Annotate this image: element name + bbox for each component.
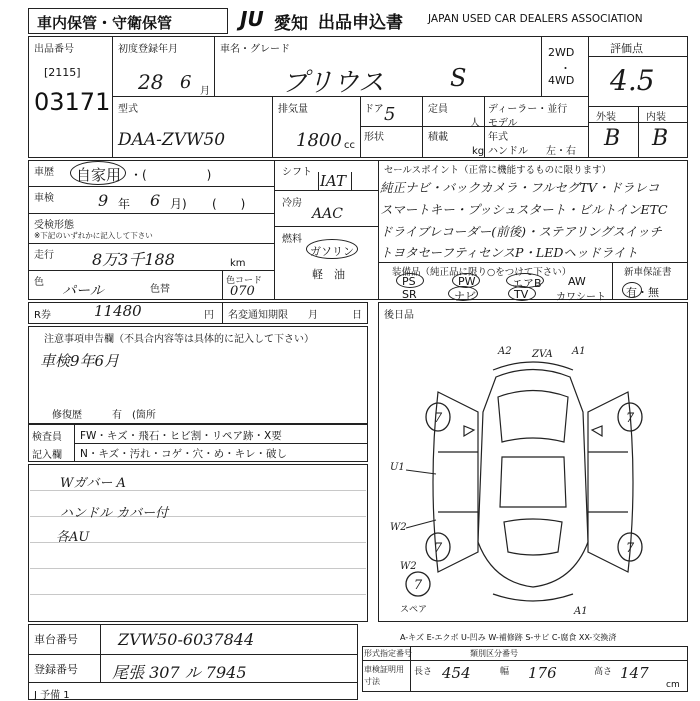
association-name: JAPAN USED CAR DEALERS ASSOCIATION bbox=[428, 13, 643, 25]
cert-label-3: 車検証明用 bbox=[364, 665, 404, 674]
warranty-options: 有・無 bbox=[626, 286, 659, 299]
doors-label: ドア bbox=[364, 104, 384, 115]
dealer-handle-value: 左・右 bbox=[546, 146, 576, 157]
selling-point-line-4: トヨタセーフティセンスP・LEDヘッドライト bbox=[380, 245, 638, 260]
mark-side-w2b: W2 bbox=[400, 561, 417, 572]
mileage-label: 走行 bbox=[34, 250, 54, 261]
shaken-year-unit: 年 bbox=[118, 197, 131, 211]
registration-month-unit: 月 bbox=[200, 86, 210, 97]
registration-label: 初度登録年月 bbox=[118, 44, 178, 55]
chassis-label: 車台番号 bbox=[34, 633, 78, 646]
cert-label-4: 寸法 bbox=[364, 677, 380, 686]
equipment-label: 装備品（純正品に限り○をつけて下さい） bbox=[392, 267, 572, 278]
fuel-gasoline: ガソリン bbox=[310, 245, 354, 258]
plate-value: 尾張 307 ル 7945 bbox=[112, 663, 247, 682]
mark-front-right: A1 bbox=[572, 346, 586, 357]
score-value: 4.5 bbox=[610, 64, 655, 97]
name-change-month: 月 bbox=[308, 310, 318, 321]
color-sub-label: 色替 bbox=[150, 284, 170, 295]
form-title: 出品申込書 bbox=[318, 13, 403, 33]
shaken-label: 車検 bbox=[34, 193, 54, 204]
selling-point-line-3: ドライブレコーダー(前後)・ステアリングスイッチ bbox=[380, 224, 662, 239]
history-tail: ・( ) bbox=[130, 168, 212, 182]
inspector-label-2: 記入欄 bbox=[32, 450, 62, 461]
name-change-label: 名変通知期限 bbox=[228, 310, 288, 321]
equip-ps: PS bbox=[402, 275, 416, 288]
repair-value: 有 (箇所 bbox=[112, 410, 156, 421]
inspector-label-1: 検査員 bbox=[32, 432, 62, 443]
fuel-label: 燃料 bbox=[282, 234, 302, 245]
dealer-label: ディーラー・並行 bbox=[488, 104, 568, 115]
tire-value-fr: 7 bbox=[625, 411, 635, 426]
remarks-line-3: 各AU bbox=[56, 530, 90, 545]
dealer-model-label: モデル bbox=[488, 118, 518, 129]
color-code-label: 色コード bbox=[226, 276, 263, 286]
color-code: 070 bbox=[230, 284, 255, 299]
model-grade: S bbox=[450, 64, 467, 92]
remarks-line-2: ハンドル カバー付 bbox=[60, 506, 169, 521]
equip-pw: PW bbox=[458, 275, 476, 288]
history-value: 自家用 bbox=[76, 166, 122, 184]
shape-label: 形状 bbox=[364, 132, 384, 143]
tire-value-spare: 7 bbox=[413, 578, 423, 593]
color-value: パール bbox=[62, 283, 104, 299]
cert-label-2: 類別区分番号 bbox=[470, 649, 518, 658]
repair-label: 修復歴 bbox=[52, 410, 82, 421]
type-code-value: DAA-ZVW50 bbox=[118, 130, 226, 150]
height-value: 147 bbox=[620, 664, 649, 682]
warranty-circle bbox=[622, 282, 642, 298]
shift-value: IAT bbox=[320, 172, 346, 190]
load-label: 積載 bbox=[428, 132, 448, 143]
warranty-label: 新車保証書 bbox=[624, 267, 672, 278]
height-label: 高さ bbox=[594, 667, 613, 677]
displacement-value: 1800 bbox=[296, 130, 342, 151]
equip-aw: AW bbox=[568, 275, 586, 288]
doors-value: 5 bbox=[384, 104, 396, 125]
registration-month: 6 bbox=[180, 72, 192, 93]
recycle-label: R券 bbox=[34, 310, 51, 321]
displacement-unit: cc bbox=[344, 140, 355, 151]
footer-label: J 予備 1 bbox=[34, 690, 70, 701]
history-label: 車歴 bbox=[34, 167, 54, 178]
length-value: 454 bbox=[442, 664, 471, 682]
shaken-year: 9 bbox=[98, 191, 109, 210]
color-label: 色 bbox=[34, 277, 44, 288]
lot-number: 03171 bbox=[34, 88, 111, 116]
equip-seat: カワシート bbox=[556, 292, 606, 303]
int-grade-label: 内装 bbox=[646, 112, 666, 123]
mark-front-center: ZVA bbox=[532, 349, 553, 360]
dealer-year-label: 年式 bbox=[488, 132, 508, 143]
mark-side-w2a: W2 bbox=[390, 522, 407, 533]
car-diagram bbox=[378, 302, 688, 622]
plate-label: 登録番号 bbox=[34, 663, 78, 676]
storage-label-box bbox=[28, 8, 228, 34]
tire-value-fl: 7 bbox=[433, 411, 443, 426]
logo-mark: JU bbox=[240, 7, 264, 31]
ext-grade-value: B bbox=[604, 126, 621, 151]
drive-4wd: 4WD bbox=[548, 74, 575, 87]
equip-navi: ナビ bbox=[454, 290, 476, 303]
fuel-diesel: 軽 油 bbox=[312, 268, 345, 281]
cert-label-1: 形式指定番号 bbox=[364, 649, 412, 658]
type-code-label: 型式 bbox=[118, 104, 138, 115]
lot-label: 出品番号 bbox=[34, 44, 74, 55]
recycle-value: 11480 bbox=[94, 302, 142, 320]
recycle-unit: 円 bbox=[204, 310, 214, 321]
inspector-row-2: N・キズ・汚れ・コゲ・穴・め・キレ・破し bbox=[80, 448, 288, 460]
length-label: 長さ bbox=[414, 667, 433, 677]
registration-year: 28 bbox=[138, 70, 164, 94]
drive-sep: ・ bbox=[560, 62, 571, 75]
inspection-form-note: ※下記のいずれかに記入して下さい bbox=[34, 231, 153, 240]
int-grade-value: B bbox=[652, 126, 669, 151]
cert-unit: cm bbox=[666, 680, 680, 690]
model-name: プリウス bbox=[282, 68, 385, 98]
notes-handwritten: 車検9年6月 bbox=[40, 352, 120, 370]
score-label: 評価点 bbox=[610, 42, 643, 55]
shaken-tail: ( ) bbox=[212, 197, 246, 211]
equip-tv: TV bbox=[514, 288, 529, 301]
chassis-value: ZVW50-6037844 bbox=[118, 630, 255, 649]
equip-sr: SR bbox=[402, 288, 417, 301]
mark-rear: A1 bbox=[574, 606, 588, 617]
mark-front-left: A2 bbox=[498, 346, 512, 357]
selling-points-label: セールスポイント（正常に機能するものに限ります） bbox=[384, 165, 612, 176]
width-value: 176 bbox=[528, 664, 557, 682]
logo-region: 愛知 bbox=[274, 14, 308, 34]
name-change-day: 日 bbox=[352, 310, 362, 321]
load-unit: kg bbox=[472, 146, 485, 157]
remarks-line-1: Wガバー A bbox=[60, 476, 126, 491]
lot-sub-number: [2115] bbox=[44, 66, 81, 79]
shaken-month-unit: 月) bbox=[170, 197, 187, 211]
notes-label: 注意事項申告欄（不具合内容等は具体的に記入して下さい） bbox=[44, 334, 314, 345]
storage-label: 車内保管・守衛保管 bbox=[37, 14, 173, 32]
capacity-label: 定員 bbox=[428, 104, 448, 115]
equip-airbag: エアB bbox=[512, 277, 542, 290]
ac-value: AAC bbox=[312, 206, 343, 222]
model-label: 車名・グレード bbox=[220, 44, 290, 55]
drive-2wd: 2WD bbox=[548, 46, 575, 59]
dealer-handle-label: ハンドル bbox=[488, 146, 528, 157]
displacement-label: 排気量 bbox=[278, 104, 308, 115]
mark-side-u1: U1 bbox=[390, 462, 405, 473]
inspector-row-1: FW・キズ・飛石・ヒビ割・リペア跡・X要 bbox=[80, 430, 282, 442]
selling-point-line-2: スマートキー・プッシュスタート・ビルトインETC bbox=[380, 202, 668, 217]
selling-point-line-1: 純正ナビ・バックカメラ・フルセグTV・ドラレコ bbox=[380, 180, 660, 195]
tire-value-rr: 7 bbox=[625, 541, 635, 556]
ext-grade-label: 外装 bbox=[596, 112, 616, 123]
ac-label: 冷房 bbox=[282, 198, 302, 209]
diagram-label: 後日品 bbox=[384, 310, 414, 321]
mileage-value: 8万3千188 bbox=[92, 250, 175, 269]
inspection-form-label: 受検形態 bbox=[34, 220, 74, 231]
width-label: 幅 bbox=[500, 667, 510, 677]
shaken-month: 6 bbox=[150, 191, 161, 210]
mileage-unit: km bbox=[230, 258, 246, 269]
damage-legend: A-キズ E-エクボ U-凹み W-補修跡 S-サビ C-腐食 XX-交換済 bbox=[400, 633, 617, 642]
equipment-grid bbox=[384, 275, 610, 303]
spare-label: スペア bbox=[400, 605, 428, 615]
shift-label: シフト bbox=[282, 167, 312, 178]
capacity-unit: 人 bbox=[470, 118, 480, 129]
tire-value-rl: 7 bbox=[433, 541, 443, 556]
